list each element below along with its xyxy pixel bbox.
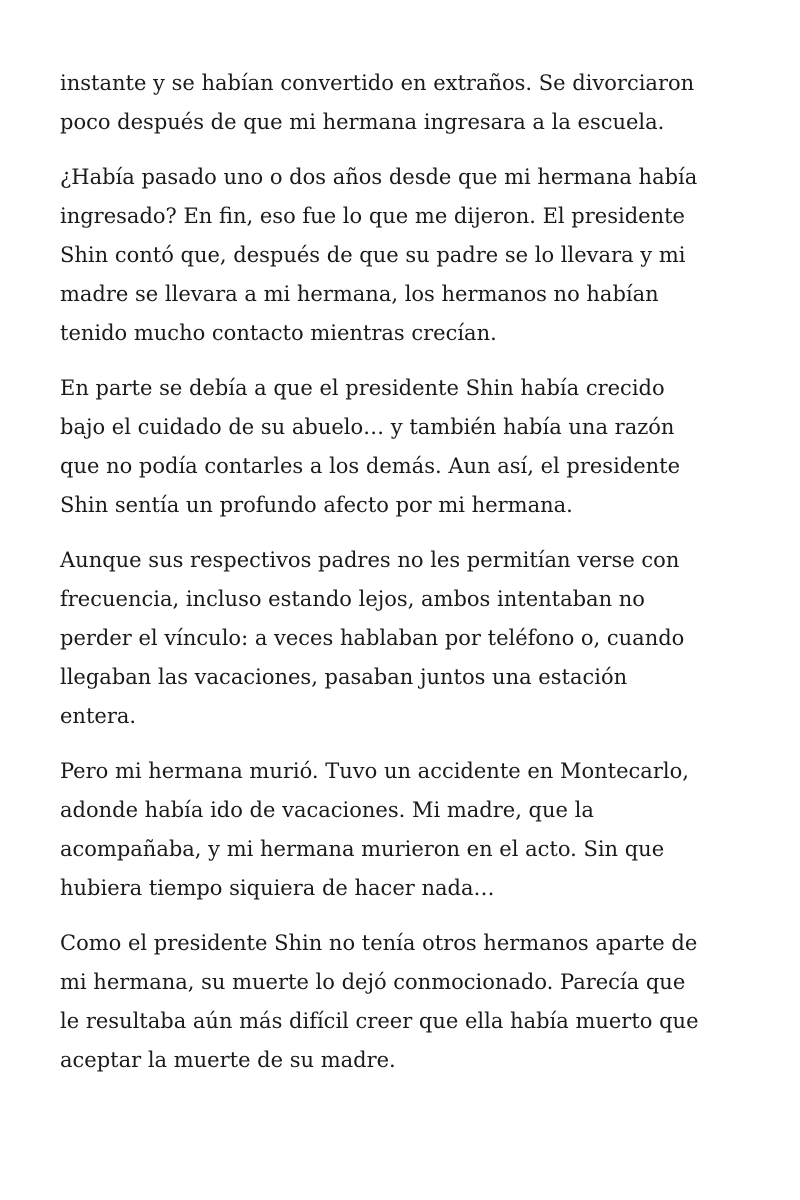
paragraph-3: En parte se debía a que el presidente Shin había crecido bajo el cuidado de su abuelo… y también había una razón que no podía contarles a los demás. Aun así, el presidente Shin sentía un profundo afecto por mi hermana. [60,376,681,517]
paragraph-4: Aunque sus respectivos padres no les permitían verse con frecuencia, incluso estando lejos, ambos intentaban no perder el vínculo: a veces hablaban por teléfono o, cuando llegaban las vacaciones, pasaban juntos una estación entera. [60,548,685,728]
paragraph-5: Pero mi hermana murió. Tuvo un accidente en Montecarlo, adonde había ido de vacaciones. Mi madre, que la acompañaba, y mi hermana murieron en el acto. Sin que hubiera tiempo siquiera de hacer nada… [60,759,689,900]
paragraph-1: instante y se habían convertido en extraños. Se divorciaron poco después de que mi hermana ingresara a la escuela. [60,71,695,134]
paragraph-2: ¿Había pasado uno o dos años desde que mi hermana había ingresado? En fin, eso fue lo que me dijeron. El presidente Shin contó que, después de que su padre se lo llevara y mi madre se llevara a mi hermana, los hermanos no habían tenido mucho contacto mientras crecían. [60,165,698,345]
paragraph-6: Como el presidente Shin no tenía otros hermanos aparte de mi hermana, su muerte lo dejó conmocionado. Parecía que le resultaba aún más difícil creer que ella había muerto que aceptar la muerte de su madre. [60,931,699,1072]
document-page [60,64,750,1096]
